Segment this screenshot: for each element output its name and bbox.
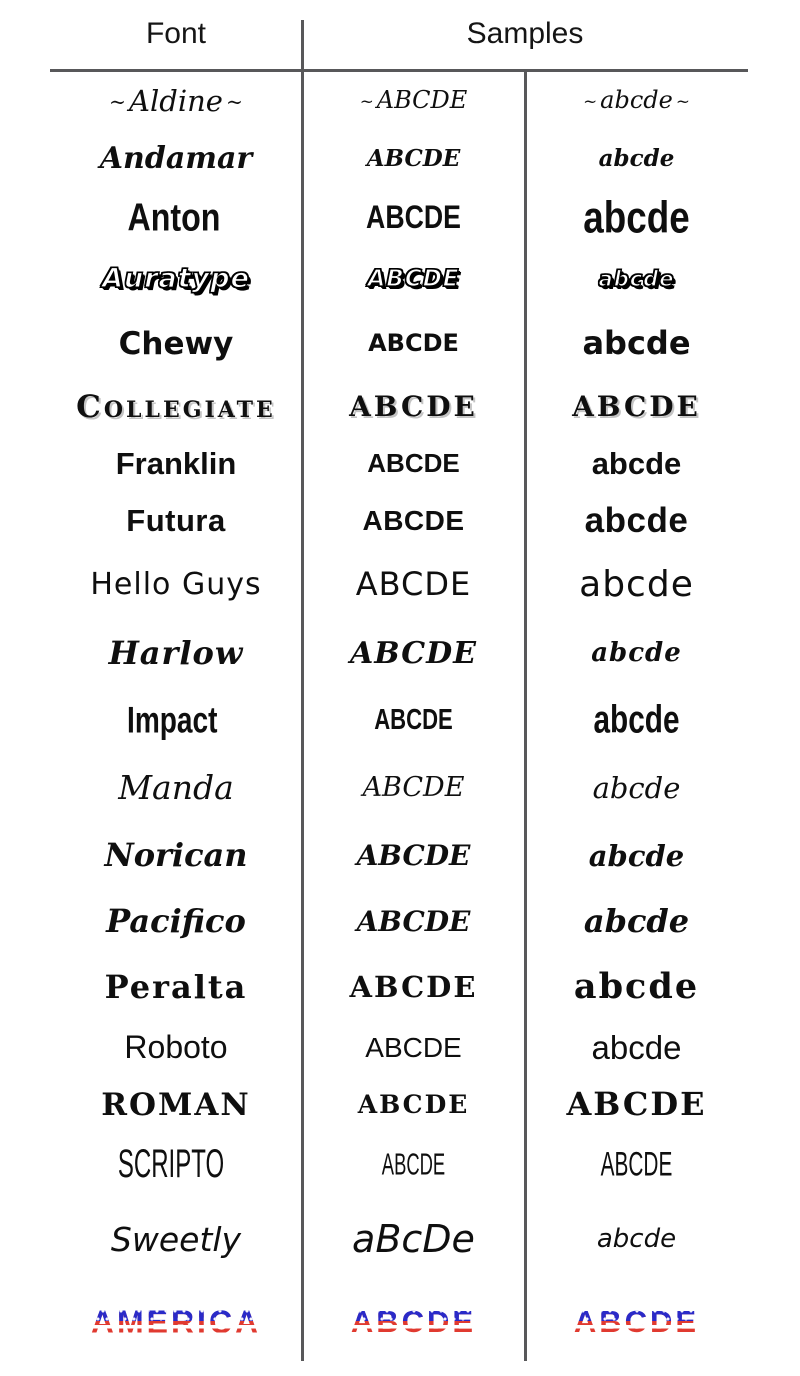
- font-name: ~ Aldine ~: [0, 86, 302, 116]
- row-pacifico: [0, 888, 800, 955]
- row-anton: [0, 188, 800, 248]
- row-auratype: [0, 248, 800, 310]
- sample-uppercase: ABCDE: [367, 265, 460, 292]
- sample-lowercase: abcde: [583, 193, 690, 243]
- font-name: Sweetly: [110, 1219, 242, 1259]
- sample-uppercase: ABCDE: [357, 1089, 470, 1119]
- sample-lowercase: abcde: [579, 564, 694, 606]
- sample-uppercase: ABCDE: [349, 390, 478, 424]
- row-chewy: [0, 310, 800, 378]
- sample-lowercase: abcde: [593, 697, 680, 741]
- sample-lowercase: abcde: [598, 144, 675, 172]
- sample-uppercase: ABCDE: [302, 1306, 525, 1339]
- row-norican: [0, 824, 800, 888]
- sample-uppercase: ABCDE: [356, 904, 471, 938]
- font-name: SCRIPTO: [117, 1142, 225, 1186]
- font-name: AMERICA: [0, 1306, 302, 1340]
- row-sweetly: [0, 1195, 800, 1285]
- sample-lowercase: ~ abcde ~: [525, 88, 748, 113]
- sample-uppercase: ABCDE: [374, 702, 453, 737]
- sample-lowercase: abcde: [582, 324, 691, 363]
- sample-lowercase: abcde: [591, 1028, 682, 1066]
- font-name: Andamar: [99, 141, 253, 177]
- sample-uppercase: ABCDE: [365, 1032, 462, 1064]
- sample-uppercase: aBcDe: [352, 1217, 475, 1262]
- font-name: Collegiate: [76, 388, 276, 425]
- font-name: Harlow: [108, 634, 244, 673]
- sample-uppercase: ABCDE: [362, 771, 465, 803]
- row-hello-guys: [0, 550, 800, 620]
- sample-lowercase: abcde: [583, 901, 690, 940]
- sample-uppercase: ABCDE: [368, 329, 459, 358]
- sample-uppercase: ABCDE: [356, 839, 471, 873]
- sample-lowercase: ABCDE: [566, 1085, 707, 1124]
- font-name: Hello Guys: [90, 567, 262, 603]
- row-franklin: [0, 436, 800, 492]
- sample-lowercase: abcde: [573, 966, 700, 1008]
- sample-lowercase: ABCDE: [600, 1143, 673, 1184]
- font-name: Impact: [127, 698, 218, 740]
- sample-uppercase: ABCDE: [367, 448, 460, 479]
- row-aldine: [0, 72, 800, 130]
- sample-lowercase: abcde: [584, 500, 689, 540]
- row-scripto: [0, 1134, 800, 1195]
- font-name: Anton: [127, 195, 221, 239]
- row-futura: [0, 492, 800, 550]
- sample-uppercase: ABCDE: [366, 199, 461, 236]
- font-name: Manda: [118, 767, 234, 807]
- font-name: Futura: [126, 502, 226, 538]
- font-name: Auratype: [102, 262, 250, 294]
- sample-lowercase: abcde: [592, 770, 681, 805]
- font-name: Franklin: [115, 445, 237, 481]
- sample-lowercase: abcde: [588, 838, 685, 873]
- row-america: [0, 1285, 800, 1360]
- row-impact: [0, 688, 800, 752]
- row-peralta: [0, 955, 800, 1020]
- sample-uppercase: ~ ABCDE: [302, 88, 525, 113]
- sample-lowercase: abcde: [591, 445, 682, 481]
- column-header-samples: Samples: [466, 17, 584, 50]
- sample-uppercase: ABCDE: [381, 1147, 446, 1182]
- sample-uppercase: ABCDE: [350, 636, 477, 672]
- sample-lowercase: ABCDE: [572, 390, 701, 424]
- sample-lowercase: abcde: [596, 1224, 677, 1255]
- row-andamar: [0, 130, 800, 188]
- sample-uppercase: ABCDE: [362, 505, 465, 537]
- font-name: Roboto: [124, 1029, 228, 1066]
- sample-uppercase: ABCDE: [349, 970, 478, 1005]
- font-name: Chewy: [118, 325, 234, 362]
- row-roboto: [0, 1020, 800, 1076]
- sample-lowercase: ABCDE: [525, 1306, 748, 1339]
- font-rows: [0, 72, 800, 1360]
- sample-uppercase: ABCDE: [355, 565, 472, 604]
- row-harlow: [0, 620, 800, 688]
- row-manda: [0, 752, 800, 824]
- row-collegiate: [0, 378, 800, 436]
- font-name: Pacifico: [106, 901, 246, 940]
- sample-uppercase: ABCDE: [366, 144, 461, 172]
- sample-lowercase: abcde: [591, 638, 682, 669]
- sample-lowercase: abcde: [598, 266, 675, 291]
- font-name: Norican: [104, 836, 248, 875]
- column-header-font: Font: [145, 17, 207, 50]
- font-name: Peralta: [104, 967, 248, 1006]
- row-roman: [0, 1076, 800, 1134]
- font-name: ROMAN: [101, 1086, 251, 1123]
